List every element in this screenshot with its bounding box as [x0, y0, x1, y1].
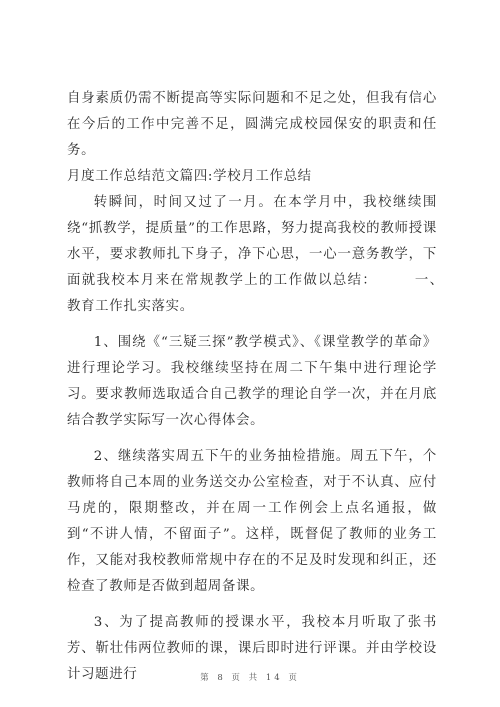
paragraph-item-2: 2、继续落实周五下午的业务抽检措施。周五下午，个教师将自己本周的业务送交办公室检查，对于不认真、应付马虎的，限期整改，并在周一工作例会上点名通报，做到“不讲人情，不留面子”。这样，既督促了教师的业务工作，又能对我校教师常规中存在的不足及时发现和纠正，还检查了教师是否做到超周备课。 — [67, 449, 437, 594]
paragraph-intro: 转瞬间，时间又过了一月。在本学月中，我校继续围绕“抓教学，提质量”的工作思路，努力提高我校的教师授课水平，要求教师扎下身子，净下心思，一心一意务教学，下面就我校本月来在常规教学上的工作做以总结： 一、 教育工作扎实落实。 — [67, 195, 452, 314]
document-body — [67, 86, 452, 688]
paragraph-item-1: 1、围绕《“三疑三探”教学模式》、《课堂教学的革命》进行理论学习。我校继续坚持在周二下午集中进行理论学习。要求教师选取适合自己教学的理论自学一次，并在月底结合教学实际写一次心得体会。 — [67, 335, 437, 428]
paragraph-item-3: 3、为了提高教师的授课水平，我校本月听取了张书芳、靳壮伟两位教师的课，课后即时进行评课。并由学校设计习题进行 — [67, 615, 437, 682]
section-heading: 月度工作总结范文篇四:学校月工作总结 — [67, 169, 312, 184]
page-number-footer: 第 8 页 共 14 页 — [200, 673, 300, 683]
paragraph-continuation: 自身素质仍需不断提高等实际问题和不足之处，但我有信心在今后的工作中完善不足，圆满完成校园保安的职责和任务。 — [67, 91, 437, 158]
